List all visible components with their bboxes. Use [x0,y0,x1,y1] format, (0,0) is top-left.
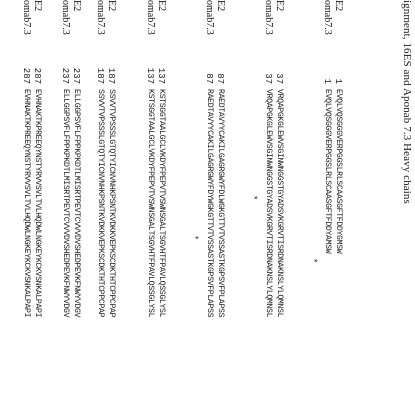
sequence-label: omab7.3 [60,0,71,35]
amino-acid-sequence: EVQLVQSGGGVERPGGSLRLSCAASGFTFDDYGMSW [334,89,343,254]
sequence-label: omab7.3 [21,0,32,35]
sequence-label: E2 [156,0,167,12]
difference-marker: * [248,195,258,201]
amino-acid-sequence: VRQAPGKGLEWVSGINWNGGSTGYADSVKGRVTISRDNAKNSLYLQMNSL [264,89,273,318]
sequence-label: omab7.3 [263,0,274,35]
residue-start-number: 1 [333,78,343,84]
residue-start-number: 37 [274,73,284,84]
residue-start-number: 137 [156,67,166,84]
amino-acid-sequence: ELLGGPSVFLFPPKPKDTLMISRTPEVTCVVVDVSHEDPEVKFNWYVDGV [72,89,81,318]
amino-acid-sequence: EVHNAKTKPREEQYNSTYRVVSVLTVLHQDWLNGKEYKCKVSNKALPAPI [33,89,42,318]
sequence-label: E2 [215,0,226,12]
difference-marker: * [189,235,199,241]
residue-start-number: 237 [71,67,81,84]
amino-acid-sequence: KSTSGGTAALGCLVKDYFPEPVTVSWNSGALTSGVHTFPAVLQSSGLYSL [146,89,155,318]
amino-acid-sequence: EVHNAKTKPREEQYNSTYRVVSVLTVLHQDWLNGKEYKCKVSNKALPAPI [22,89,31,318]
amino-acid-sequence: SSVVTVPSSSLGTQTYICNVNHKPSNTKVDKKVEPKSCDKTHTCPPCPAP [96,89,105,318]
sequence-label: E2 [71,0,82,12]
amino-acid-sequence: RAEDTAVYYCAKILGAGRGWYFDLWGKGTTVTVSSASTKGPSVFPLAPSS [216,89,225,318]
residue-start-number: 187 [95,67,105,84]
sequence-label: E2 [274,0,285,12]
amino-acid-sequence: ELLGGPSVFLFPPKPKDTLMISRTPEVTCVVVDVSHEDPEVKFNWYVDGV [61,89,70,318]
residue-start-number: 237 [60,67,70,84]
sequence-label: E2 [106,0,117,12]
residue-start-number: 1 [322,78,332,84]
sequence-label: omab7.3 [145,0,156,35]
difference-marker: * [308,258,318,264]
residue-start-number: 287 [32,67,42,84]
amino-acid-sequence: EVQLVQSGGGVERPGGSLRLSCAASGFTFDDYAMSW [323,89,332,254]
sequence-label: E2 [32,0,43,12]
amino-acid-sequence: SSVVTVPSSSLGTQTYICNVNHKPSNTKVDKKVEPKSCDKTHTCPPCPAP [107,89,116,318]
residue-start-number: 87 [215,73,225,84]
sequence-label: E2 [333,0,344,12]
document-title: ignment, 16ES and Aponab 7.3 Heavy chains [401,0,413,204]
sequence-label: omab7.3 [204,0,215,35]
amino-acid-sequence: RAEDTAVYYCAKILGAGRGWYFDYWGKGTTVTVSSASTKGPSVFPLAPSS [205,89,214,318]
residue-start-number: 87 [204,73,214,84]
residue-start-number: 187 [106,67,116,84]
amino-acid-sequence: VRQAPGKGLEWVSGINWNGGSTGYADSVKGRVTISRDNAKNSLYLQMNSL [275,89,284,318]
residue-start-number: 37 [263,73,273,84]
residue-start-number: 137 [145,67,155,84]
sequence-label: omab7.3 [95,0,106,35]
residue-start-number: 287 [21,67,31,84]
sequence-label: omab7.3 [322,0,333,35]
amino-acid-sequence: KSTSGGTAALGCLVKDYFPEPVTVSWNSGALTSGVHTFPAVLQSSGLYSL [157,89,166,318]
